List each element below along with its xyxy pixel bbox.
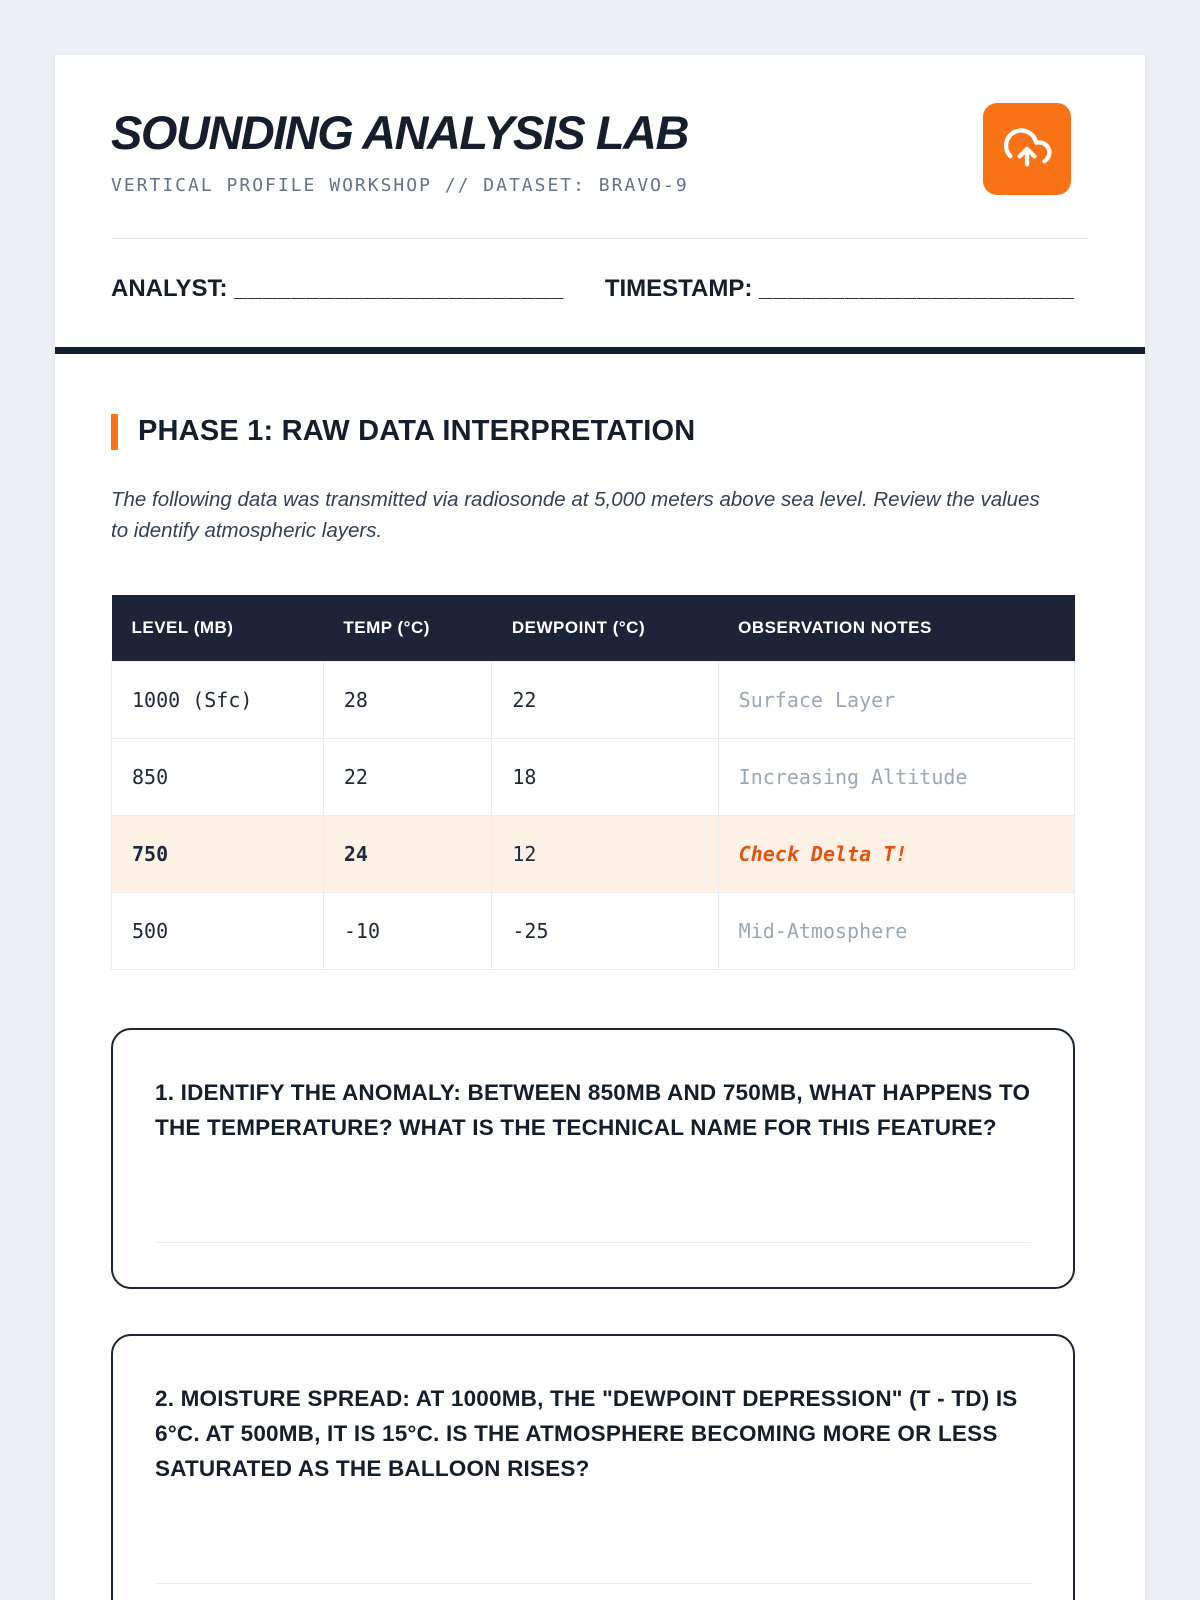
- col-header-notes: OBSERVATION NOTES: [718, 595, 1074, 662]
- table-header: [112, 595, 1075, 662]
- cell-temp: -10: [323, 893, 492, 970]
- cell-notes: Mid-Atmosphere: [718, 893, 1074, 970]
- phase1-heading-row: [111, 414, 1089, 450]
- answer-line: [155, 1242, 1031, 1243]
- sounding-data-table: [111, 595, 1075, 970]
- question-box-2: [111, 1334, 1075, 1600]
- question-2-text: 2. MOISTURE SPREAD: AT 1000MB, THE "DEWPOINT DEPRESSION" (T - TD) IS 6°C. AT 500MB, IT IS 15°C. IS THE ATMOSPHERE BECOMING MORE OR LESS SATURATED AS THE BALLOON RISES?: [155, 1385, 1018, 1481]
- cell-temp: 24: [323, 816, 492, 893]
- timestamp-label: TIMESTAMP:: [604, 274, 753, 302]
- cell-temp: 28: [323, 662, 492, 739]
- table-row-highlighted: [112, 816, 1075, 893]
- cloud-upload-icon: [1001, 123, 1053, 175]
- cell-level: 500: [112, 893, 324, 970]
- page-subtitle: VERTICAL PROFILE WORKSHOP // DATASET: BRAVO-9: [111, 174, 689, 196]
- upload-button[interactable]: [983, 103, 1071, 195]
- col-header-temp: TEMP (°C): [323, 595, 492, 662]
- answer-line: [155, 1583, 1031, 1584]
- col-header-level: LEVEL (MB): [112, 595, 324, 662]
- page-title: SOUNDING ANALYSIS LAB: [111, 106, 688, 159]
- cell-level: 1000 (Sfc): [112, 662, 324, 739]
- cell-dewpoint: 22: [492, 662, 718, 739]
- cell-notes: Surface Layer: [718, 662, 1074, 739]
- cell-temp: 22: [323, 739, 492, 816]
- phase1-description: The following data was transmitted via radiosonde at 5,000 meters above sea level. Review the values to identify atmospheric layers.: [111, 487, 1040, 543]
- cell-dewpoint: -25: [492, 893, 718, 970]
- table-row: [112, 893, 1075, 970]
- analyst-label: ANALYST:: [111, 274, 228, 302]
- header-divider: [111, 238, 1089, 239]
- worksheet-header: [55, 55, 1145, 347]
- table-row: [112, 739, 1075, 816]
- table-row: [112, 662, 1075, 739]
- cell-notes: Increasing Altitude: [718, 739, 1074, 816]
- analyst-blank-line: _______________________: [234, 274, 565, 302]
- worksheet-card: [55, 55, 1145, 1600]
- question-1-text: 1. IDENTIFY THE ANOMALY: BETWEEN 850MB AND 750MB, WHAT HAPPENS TO THE TEMPERATURE? WHAT IS THE TECHNICAL NAME FOR THIS FEATURE?: [155, 1080, 1031, 1141]
- cell-dewpoint: 18: [492, 739, 718, 816]
- heading-accent-bar: [111, 414, 118, 450]
- question-box-1: [111, 1028, 1075, 1289]
- cell-level: 850: [112, 739, 324, 816]
- cell-dewpoint: 12: [492, 816, 718, 893]
- section-divider-bar: [55, 347, 1145, 354]
- cell-level: 750: [112, 816, 324, 893]
- meta-row: [111, 275, 1089, 347]
- phase1-section: [55, 354, 1145, 1600]
- col-header-dewpoint: DEWPOINT (°C): [492, 595, 718, 662]
- title-block: [111, 107, 689, 196]
- cell-notes-alert: Check Delta T!: [718, 816, 1074, 893]
- phase1-heading: PHASE 1: RAW DATA INTERPRETATION: [138, 415, 696, 448]
- timestamp-blank-line: ______________________: [759, 274, 1075, 302]
